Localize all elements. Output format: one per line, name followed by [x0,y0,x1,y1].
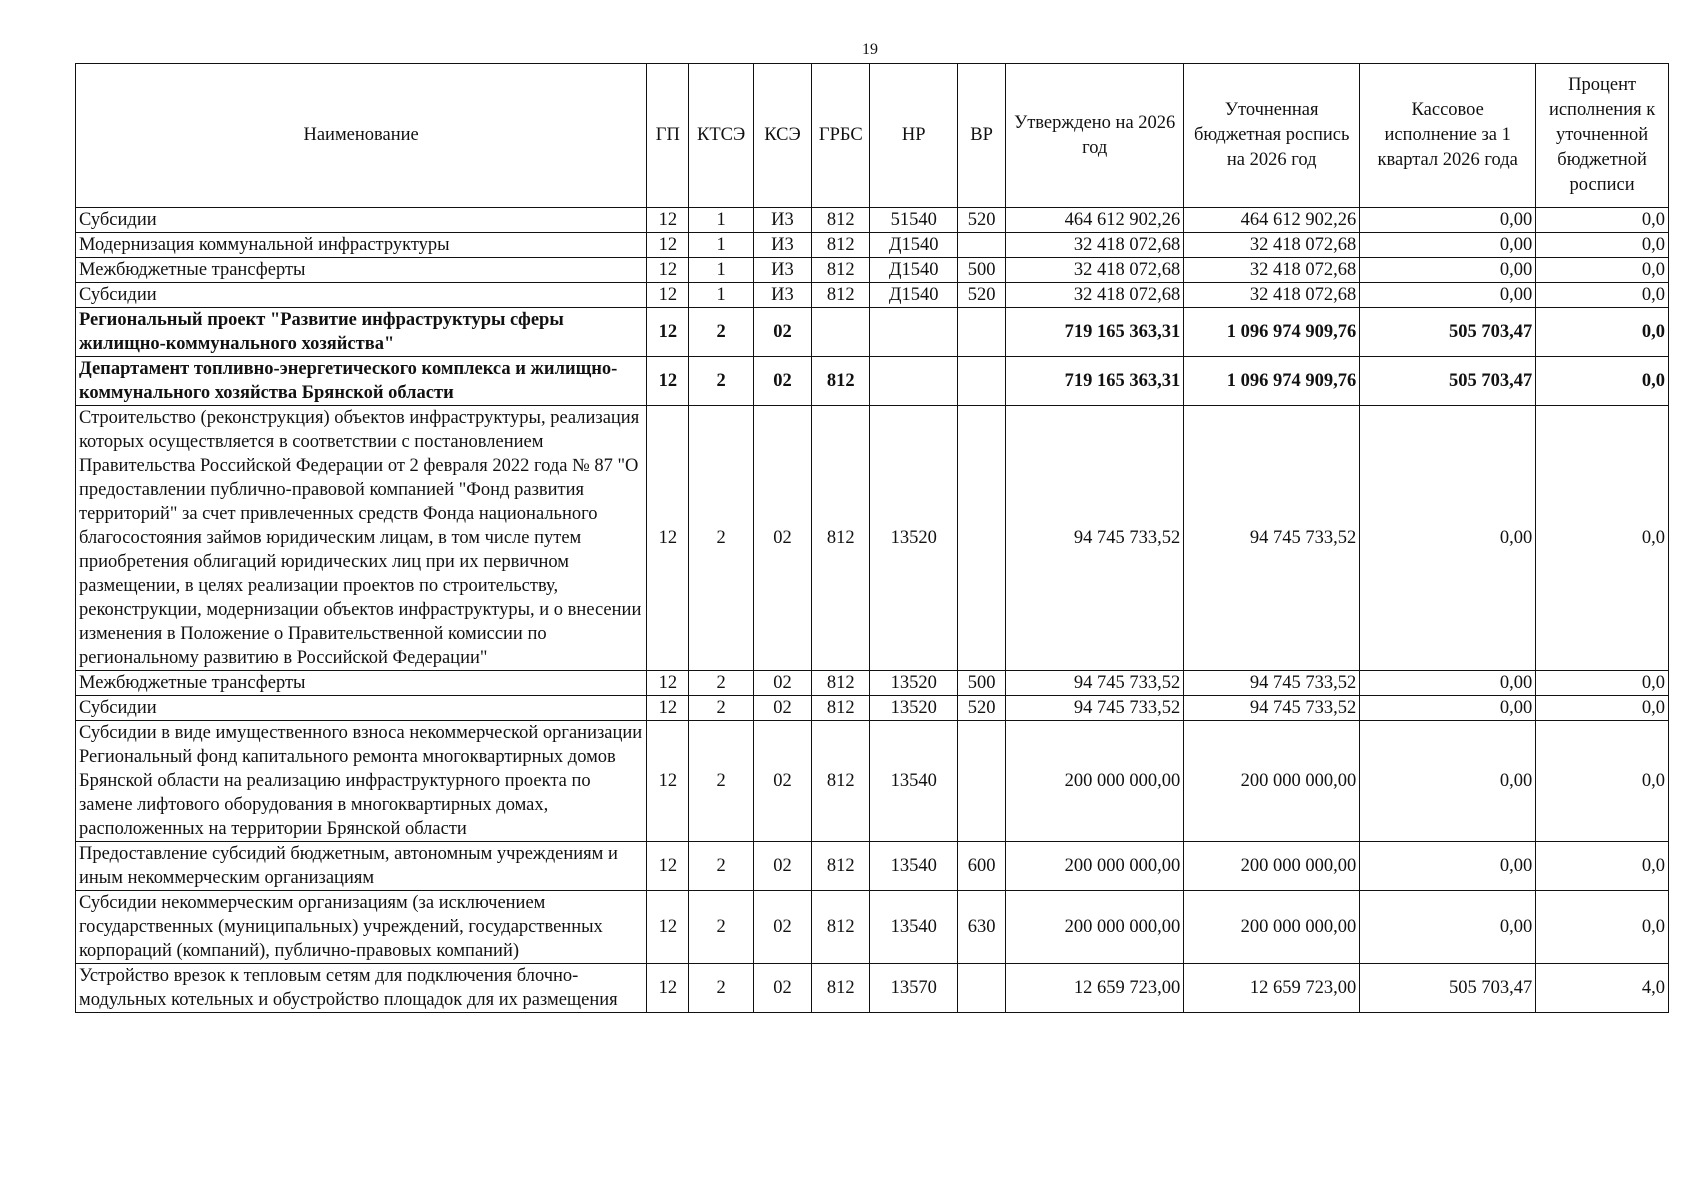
cell-percent: 0,0 [1536,308,1669,357]
cell-ktse: 2 [689,696,753,721]
cell-vr: 520 [957,696,1005,721]
table-row [76,308,1669,357]
cell-gp: 12 [647,696,689,721]
cell-ktse: 2 [689,671,753,696]
table-row [76,208,1669,233]
cell-vr: 630 [957,891,1005,964]
cell-ktse: 2 [689,308,753,357]
cell-name: Субсидии некоммерческим организациям (за исключением государственных (муниципальных) учреждений, государственных корпораций (компаний), публично-правовых компаний) [76,891,647,964]
cell-refined: 200 000 000,00 [1184,891,1360,964]
cell-gp: 12 [647,308,689,357]
cell-kse: 02 [753,842,811,891]
column-header-percent: Процент исполнения к уточненной бюджетной росписи [1536,64,1669,208]
cell-refined: 200 000 000,00 [1184,842,1360,891]
table-row [76,258,1669,283]
cell-cash: 0,00 [1360,671,1536,696]
cell-name: Межбюджетные трансферты [76,258,647,283]
cell-approved: 12 659 723,00 [1006,964,1184,1013]
cell-grbs: 812 [812,842,870,891]
cell-kse: И3 [753,233,811,258]
table-row [76,283,1669,308]
cell-approved: 32 418 072,68 [1006,283,1184,308]
cell-vr: 500 [957,671,1005,696]
cell-nr: Д1540 [870,283,957,308]
cell-kse: 02 [753,308,811,357]
cell-refined: 12 659 723,00 [1184,964,1360,1013]
cell-name: Региональный проект "Развитие инфраструктуры сферы жилищно-коммунального хозяйства" [76,308,647,357]
cell-refined: 94 745 733,52 [1184,696,1360,721]
cell-nr: 13570 [870,964,957,1013]
cell-kse: И3 [753,208,811,233]
cell-nr: 13520 [870,696,957,721]
cell-kse: 02 [753,406,811,671]
cell-kse: 02 [753,721,811,842]
cell-name: Строительство (реконструкция) объектов инфраструктуры, реализация которых осуществляется в соответствии с постановлением Правительства Российской Федерации от 2 февраля 2022 года № 87 "О предоставлении публично-правовой компанией "Фонд развития территорий" за счет привлеченных средств Фонда национального благосостояния займов юридическим лицам, в том числе путем приобретения облигаций юридических лиц при их первичном размещении, в целях реализации проектов по строительству, реконструкции, модернизации объектов инфраструктуры, и о внесении изменения в Положение о Правительственной комиссии по региональному развитию в Российской Федерации" [76,406,647,671]
cell-kse: И3 [753,283,811,308]
cell-kse: 02 [753,357,811,406]
cell-approved: 32 418 072,68 [1006,258,1184,283]
cell-gp: 12 [647,208,689,233]
cell-grbs [812,308,870,357]
cell-grbs: 812 [812,283,870,308]
cell-approved: 94 745 733,52 [1006,671,1184,696]
cell-name: Субсидии [76,283,647,308]
cell-approved: 200 000 000,00 [1006,891,1184,964]
cell-gp: 12 [647,671,689,696]
cell-kse: 02 [753,671,811,696]
cell-gp: 12 [647,721,689,842]
cell-grbs: 812 [812,258,870,283]
cell-grbs: 812 [812,721,870,842]
cell-gp: 12 [647,258,689,283]
column-header-refined: Уточненная бюджетная роспись на 2026 год [1184,64,1360,208]
cell-name: Субсидии в виде имущественного взноса некоммерческой организации Региональный фонд капитального ремонта многоквартирных домов Брянской области на реализацию инфраструктурного проекта по замене лифтового оборудования в многоквартирных домах, расположенных на территории Брянской области [76,721,647,842]
table-body [76,208,1669,1013]
cell-ktse: 1 [689,233,753,258]
cell-grbs: 812 [812,208,870,233]
cell-cash: 0,00 [1360,891,1536,964]
table-row [76,671,1669,696]
budget-execution-table [75,63,1669,1013]
column-header-kse: КСЭ [753,64,811,208]
cell-percent: 0,0 [1536,696,1669,721]
cell-cash: 0,00 [1360,258,1536,283]
cell-percent: 0,0 [1536,283,1669,308]
cell-grbs: 812 [812,406,870,671]
cell-gp: 12 [647,891,689,964]
cell-refined: 94 745 733,52 [1184,671,1360,696]
cell-grbs: 812 [812,671,870,696]
cell-approved: 200 000 000,00 [1006,842,1184,891]
cell-refined: 200 000 000,00 [1184,721,1360,842]
column-header-ktse: КТСЭ [689,64,753,208]
cell-nr: 13520 [870,671,957,696]
cell-nr: Д1540 [870,258,957,283]
cell-cash: 505 703,47 [1360,357,1536,406]
cell-kse: 02 [753,696,811,721]
cell-kse: 02 [753,891,811,964]
cell-refined: 1 096 974 909,76 [1184,357,1360,406]
table-row [76,964,1669,1013]
cell-grbs: 812 [812,233,870,258]
cell-gp: 12 [647,233,689,258]
cell-cash: 0,00 [1360,696,1536,721]
cell-vr [957,406,1005,671]
table-header-row [76,64,1669,208]
cell-nr: 13540 [870,842,957,891]
table-row [76,406,1669,671]
cell-ktse: 2 [689,357,753,406]
cell-ktse: 2 [689,406,753,671]
cell-vr [957,233,1005,258]
column-header-name: Наименование [76,64,647,208]
cell-ktse: 2 [689,721,753,842]
column-header-grbs: ГРБС [812,64,870,208]
cell-percent: 0,0 [1536,721,1669,842]
cell-cash: 0,00 [1360,233,1536,258]
cell-nr [870,357,957,406]
cell-percent: 0,0 [1536,258,1669,283]
cell-name: Предоставление субсидий бюджетным, автономным учреждениям и иным некоммерческим организациям [76,842,647,891]
cell-ktse: 1 [689,283,753,308]
cell-percent: 0,0 [1536,891,1669,964]
cell-gp: 12 [647,357,689,406]
cell-ktse: 2 [689,842,753,891]
cell-gp: 12 [647,283,689,308]
cell-percent: 4,0 [1536,964,1669,1013]
cell-refined: 464 612 902,26 [1184,208,1360,233]
cell-grbs: 812 [812,964,870,1013]
table-row [76,357,1669,406]
cell-approved: 719 165 363,31 [1006,357,1184,406]
cell-ktse: 1 [689,208,753,233]
table-row [76,696,1669,721]
cell-approved: 464 612 902,26 [1006,208,1184,233]
cell-percent: 0,0 [1536,406,1669,671]
column-header-cash: Кассовое исполнение за 1 квартал 2026 года [1360,64,1536,208]
page-number: 19 [862,41,878,58]
cell-nr: 51540 [870,208,957,233]
cell-gp: 12 [647,842,689,891]
cell-vr [957,357,1005,406]
cell-percent: 0,0 [1536,208,1669,233]
cell-grbs: 812 [812,357,870,406]
cell-percent: 0,0 [1536,842,1669,891]
cell-approved: 94 745 733,52 [1006,696,1184,721]
cell-refined: 32 418 072,68 [1184,233,1360,258]
cell-grbs: 812 [812,696,870,721]
table-row [76,233,1669,258]
cell-name: Устройство врезок к тепловым сетям для подключения блочно-модульных котельных и обустройство площадок для их размещения [76,964,647,1013]
cell-cash: 505 703,47 [1360,964,1536,1013]
cell-name: Департамент топливно-энергетического комплекса и жилищно-коммунального хозяйства Брянской области [76,357,647,406]
cell-ktse: 1 [689,258,753,283]
cell-gp: 12 [647,406,689,671]
cell-cash: 0,00 [1360,208,1536,233]
cell-percent: 0,0 [1536,671,1669,696]
cell-vr [957,964,1005,1013]
cell-ktse: 2 [689,964,753,1013]
cell-name: Модернизация коммунальной инфраструктуры [76,233,647,258]
column-header-gp: ГП [647,64,689,208]
cell-approved: 719 165 363,31 [1006,308,1184,357]
table-row [76,891,1669,964]
cell-vr [957,721,1005,842]
cell-refined: 94 745 733,52 [1184,406,1360,671]
cell-refined: 32 418 072,68 [1184,283,1360,308]
cell-vr: 600 [957,842,1005,891]
cell-name: Субсидии [76,208,647,233]
cell-cash: 0,00 [1360,721,1536,842]
cell-cash: 0,00 [1360,842,1536,891]
cell-nr: 13520 [870,406,957,671]
cell-vr [957,308,1005,357]
cell-nr: 13540 [870,891,957,964]
cell-vr: 520 [957,208,1005,233]
column-header-nr: НР [870,64,957,208]
cell-cash: 0,00 [1360,406,1536,671]
cell-nr: 13540 [870,721,957,842]
cell-grbs: 812 [812,891,870,964]
table-row [76,721,1669,842]
cell-kse: И3 [753,258,811,283]
column-header-vr: ВР [957,64,1005,208]
cell-name: Субсидии [76,696,647,721]
table-row [76,842,1669,891]
cell-vr: 500 [957,258,1005,283]
cell-name: Межбюджетные трансферты [76,671,647,696]
cell-percent: 0,0 [1536,233,1669,258]
cell-vr: 520 [957,283,1005,308]
cell-nr: Д1540 [870,233,957,258]
cell-kse: 02 [753,964,811,1013]
cell-cash: 505 703,47 [1360,308,1536,357]
cell-nr [870,308,957,357]
cell-refined: 1 096 974 909,76 [1184,308,1360,357]
cell-approved: 32 418 072,68 [1006,233,1184,258]
cell-cash: 0,00 [1360,283,1536,308]
cell-ktse: 2 [689,891,753,964]
column-header-approved: Утверждено на 2026 год [1006,64,1184,208]
cell-approved: 200 000 000,00 [1006,721,1184,842]
cell-percent: 0,0 [1536,357,1669,406]
cell-gp: 12 [647,964,689,1013]
cell-refined: 32 418 072,68 [1184,258,1360,283]
cell-approved: 94 745 733,52 [1006,406,1184,671]
